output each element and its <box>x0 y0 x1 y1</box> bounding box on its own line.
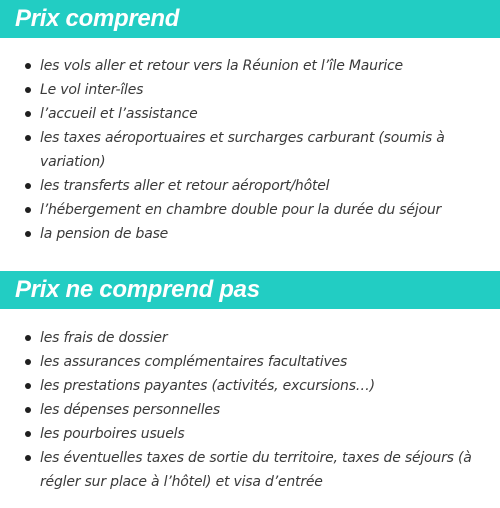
list-item <box>0 398 500 422</box>
price-excludes-section <box>0 271 500 494</box>
price-excludes-list <box>0 326 500 494</box>
list-item-text: les transferts aller et retour aéroport/hôtel <box>40 178 330 194</box>
bullet-icon <box>25 455 31 461</box>
price-excludes-heading: Prix ne comprend pas <box>15 276 260 303</box>
list-item-text: les vols aller et retour vers la Réunion et l’île Maurice <box>40 58 403 74</box>
list-item-text: Le vol inter-îles <box>40 82 144 98</box>
list-item <box>0 126 500 174</box>
list-item-text: la pension de base <box>40 226 169 242</box>
list-item-text: les frais de dossier <box>40 330 168 346</box>
list-item <box>0 446 500 494</box>
price-includes-list <box>0 54 500 246</box>
list-item-text: les pourboires usuels <box>40 426 185 442</box>
price-includes-section <box>0 0 500 246</box>
list-item <box>0 326 500 350</box>
bullet-icon <box>25 431 31 437</box>
price-includes-heading: Prix comprend <box>15 5 180 32</box>
bullet-icon <box>25 183 31 189</box>
list-item <box>0 222 500 246</box>
list-item-text: les éventuelles taxes de sortie du territoire, taxes de séjours (à régler sur place à l’hôtel) et visa d’entrée <box>40 450 472 490</box>
bullet-icon <box>25 207 31 213</box>
bullet-icon <box>25 231 31 237</box>
list-item <box>0 198 500 222</box>
list-item <box>0 374 500 398</box>
bullet-icon <box>25 135 31 141</box>
list-item <box>0 54 500 78</box>
bullet-icon <box>25 335 31 341</box>
list-item-text: les prestations payantes (activités, excursions…) <box>40 378 375 394</box>
list-item <box>0 102 500 126</box>
price-includes-banner <box>0 0 500 38</box>
list-item-text: les dépenses personnelles <box>40 402 220 418</box>
list-item <box>0 350 500 374</box>
bullet-icon <box>25 383 31 389</box>
bullet-icon <box>25 111 31 117</box>
bullet-icon <box>25 359 31 365</box>
list-item <box>0 78 500 102</box>
list-item-text: l’hébergement en chambre double pour la durée du séjour <box>40 202 442 218</box>
list-item <box>0 174 500 198</box>
bullet-icon <box>25 63 31 69</box>
list-item-text: les assurances complémentaires facultatives <box>40 354 348 370</box>
price-excludes-banner <box>0 271 500 309</box>
bullet-icon <box>25 407 31 413</box>
list-item-text: les taxes aéroportuaires et surcharges carburant (soumis à variation) <box>40 130 445 170</box>
list-item-text: l’accueil et l’assistance <box>40 106 198 122</box>
bullet-icon <box>25 87 31 93</box>
list-item <box>0 422 500 446</box>
